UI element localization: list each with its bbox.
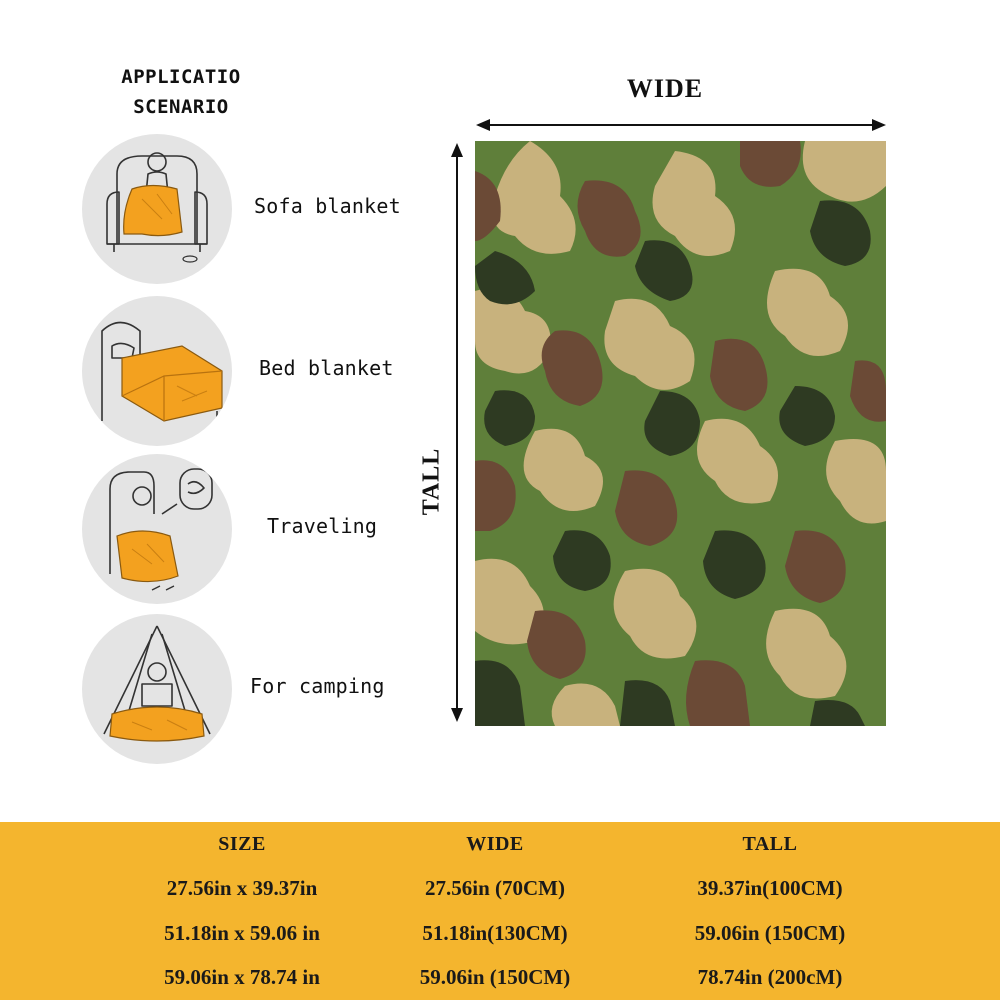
tent-icon xyxy=(82,614,232,764)
tall-header: TALL xyxy=(742,833,798,855)
tall-cell: 59.06in (150CM) xyxy=(694,921,846,945)
scenario-bed xyxy=(82,296,412,446)
tall-cell: 39.37in(100CM) xyxy=(697,876,843,900)
tall-dimension-label: TALL xyxy=(418,447,445,516)
size-header: SIZE xyxy=(218,833,266,855)
sofa-icon xyxy=(82,134,232,284)
scenario-traveling xyxy=(82,454,412,604)
airplane-seat-icon xyxy=(82,454,232,604)
wide-cell: 27.56in (70CM) xyxy=(425,876,565,900)
scenario-camping xyxy=(82,614,412,764)
wide-cell: 51.18in(130CM) xyxy=(422,921,568,945)
size-cell: 59.06in x 78.74 in xyxy=(164,965,320,989)
tall-cell: 78.74in (200cM) xyxy=(697,965,843,989)
scenario-title-line2: SCENARIO xyxy=(133,96,229,118)
size-table xyxy=(0,822,1000,1000)
size-cell: 51.18in x 59.06 in xyxy=(164,921,320,945)
scenario-title xyxy=(96,62,266,122)
scenario-label: Bed blanket xyxy=(259,356,394,380)
scenario-label: Traveling xyxy=(267,514,378,538)
bed-icon xyxy=(82,296,232,446)
size-cell: 27.56in x 39.37in xyxy=(166,876,318,900)
wide-header: WIDE xyxy=(466,833,524,855)
scenario-label: For camping xyxy=(250,674,385,698)
scenario-sofa xyxy=(82,134,412,284)
scenario-label: Sofa blanket xyxy=(254,194,401,218)
scenario-title-line1: APPLICATIO xyxy=(121,66,241,88)
wide-dimension-label: WIDE xyxy=(626,74,704,103)
wide-cell: 59.06in (150CM) xyxy=(419,965,571,989)
camo-blanket-image xyxy=(475,141,886,726)
